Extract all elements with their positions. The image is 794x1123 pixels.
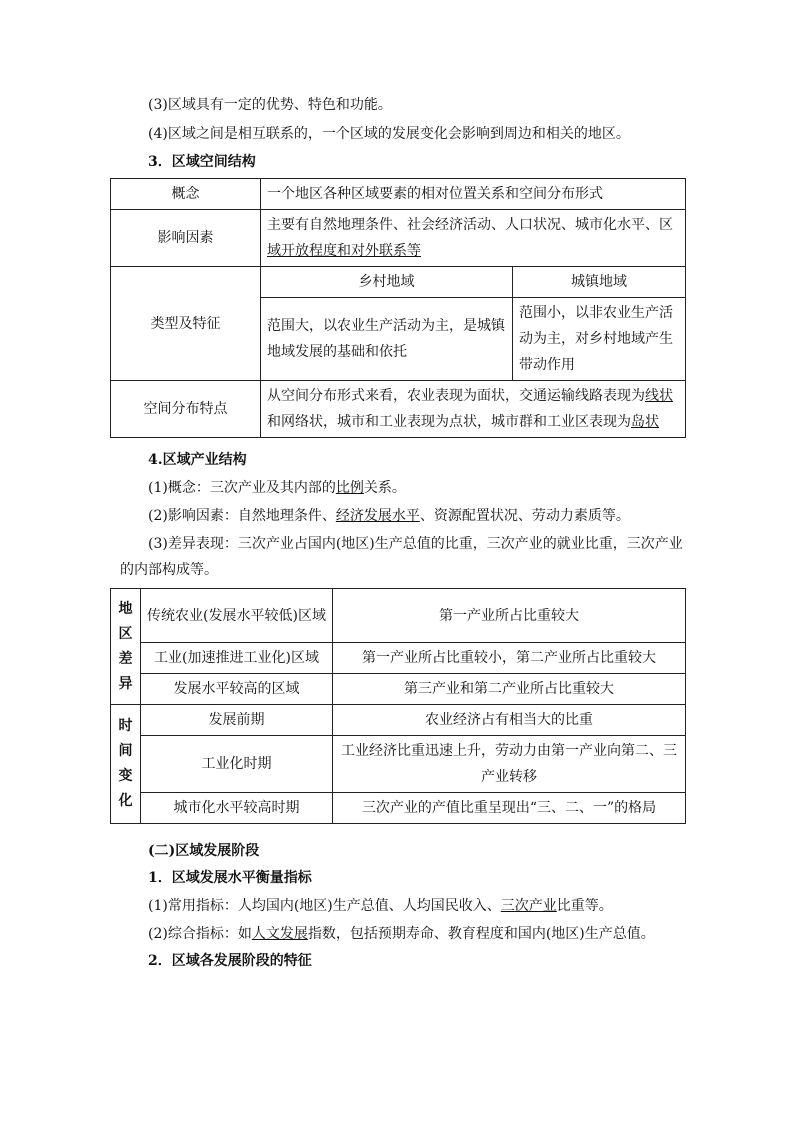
row-name: 发展前期 [141,705,333,736]
factors-line-1: 主要有自然地理条件、社会经济活动、人口状况、城市化水平、区 [267,217,673,233]
row-desc: 三次产业的产值比重呈现出“三、二、一”的格局 [333,793,686,824]
industry-structure-table [110,588,686,824]
row-desc [333,736,686,793]
industry-concept [148,478,406,498]
underlined-text: 人文发展 [251,926,308,942]
distribution-underlined: 线状 [645,388,673,404]
text: (2)影响因素：自然地理条件、 [148,508,336,524]
group-char: 间 [118,743,133,759]
group-char: 异 [118,675,133,692]
distribution-label: 空间分布特点 [111,381,261,438]
distribution-text: 从空间分布形式来看，农业表现为面状，交通运输线路表现为 [267,388,645,404]
row-desc: 农业经济占有相当大的比重 [333,705,686,736]
text: 、资源配置状况、劳动力素质等。 [419,508,630,524]
text: 关系。 [363,480,406,496]
row-desc-line-1: 工业经济比重迅速上升，劳动力由第一产业向第二、三 [341,743,677,759]
industry-factors [148,506,630,526]
distribution-value [261,381,686,438]
row-name: 发展水平较高的区域 [141,674,333,705]
common-indicators [148,896,613,916]
row-desc: 第一产业所占比重较大 [333,589,686,643]
table-row [111,674,686,705]
group-regional-difference [111,589,141,705]
urban-line-1: 范围小，以非农业生产活 [519,305,673,321]
row-desc: 第三产业和第二产业所占比重较大 [333,674,686,705]
table-row [111,736,686,793]
distribution-underlined: 岛状 [631,414,659,430]
industry-difference-line-1: (3)差异表现：三次产业占国内(地区)生产总值的比重，三次产业的就业比重，三次产业 [148,536,683,552]
row-desc-line-2: 产业转移 [481,769,537,785]
factors-value [261,210,686,267]
paragraph-4: (4)区域之间是相互联系的，一个区域的发展变化会影响到周边和相关的地区。 [148,126,630,142]
table-row [111,705,686,736]
group-char: 差 [118,650,133,667]
underlined-text: 三次产业 [500,898,557,914]
table-row [111,267,686,298]
factors-label: 影响因素 [111,210,261,267]
underlined-text: 经济发展水平 [335,508,420,524]
text: (1)常用指标：人均国内(地区)生产总值、人均国民收入、 [148,898,501,914]
distribution-line-1 [267,383,679,409]
factors-line-2: 域开放程度和对外联系等 [267,243,421,259]
group-char: 时 [118,718,133,734]
heading-spatial-structure: 3．区域空间结构 [148,154,256,170]
rural-line-2: 地域发展的基础和依托 [267,344,407,360]
distribution-text: 和网络状，城市和工业表现为点状，城市群和工业区表现为 [267,414,631,430]
text: (1)概念：三次产业及其内部的 [148,480,336,496]
spatial-structure-table [110,178,686,438]
text: (2)综合指标：如 [148,926,252,942]
paragraph-3: (3)区域具有一定的优势、特色和功能。 [148,97,392,113]
distribution-line-2 [267,409,679,435]
composite-indicators [148,924,655,944]
concept-value: 一个地区各种区域要素的相对位置关系和空间分布形式 [261,179,686,210]
heading-industry-structure: 4.区域产业结构 [148,452,247,468]
table-row [111,793,686,824]
group-char: 变 [118,768,133,784]
table-row [111,381,686,438]
table-row [111,179,686,210]
urban-desc [513,298,686,381]
type-label: 类型及特征 [111,267,261,381]
rural-desc [261,298,513,381]
row-name: 工业(加速推进工业化)区域 [141,643,333,674]
industry-difference-line-2: 的内部构成等。 [120,562,218,578]
concept-label: 概念 [111,179,261,210]
heading-indicators: 1．区域发展水平衡量指标 [148,870,312,886]
table-row [111,589,686,643]
table-row [111,643,686,674]
text: 指数，包括预期寿命、教育程度和国内(地区)生产总值。 [307,926,655,942]
row-name: 城市化水平较高时期 [141,793,333,824]
rural-line-1: 范围大，以农业生产活动为主，是城镇 [267,318,505,334]
row-name: 工业化时期 [141,736,333,793]
urban-line-2: 动为主，对乡村地域产生 [519,331,673,347]
rural-header: 乡村地域 [261,267,513,298]
row-name: 传统农业(发展水平较低)区域 [141,589,333,643]
group-time-change [111,705,141,824]
underlined-text: 比例 [335,480,364,496]
group-char: 区 [118,625,133,642]
heading-development-stages: (二)区域发展阶段 [148,843,260,859]
table-row [111,210,686,267]
group-char: 地 [118,600,133,617]
row-desc: 第一产业所占比重较小，第二产业所占比重较大 [333,643,686,674]
urban-header: 城镇地域 [513,267,686,298]
group-char: 化 [118,793,133,809]
heading-stage-features: 2．区域各发展阶段的特征 [148,953,312,969]
urban-line-3: 带动作用 [519,357,575,373]
text: 比重等。 [556,898,613,914]
